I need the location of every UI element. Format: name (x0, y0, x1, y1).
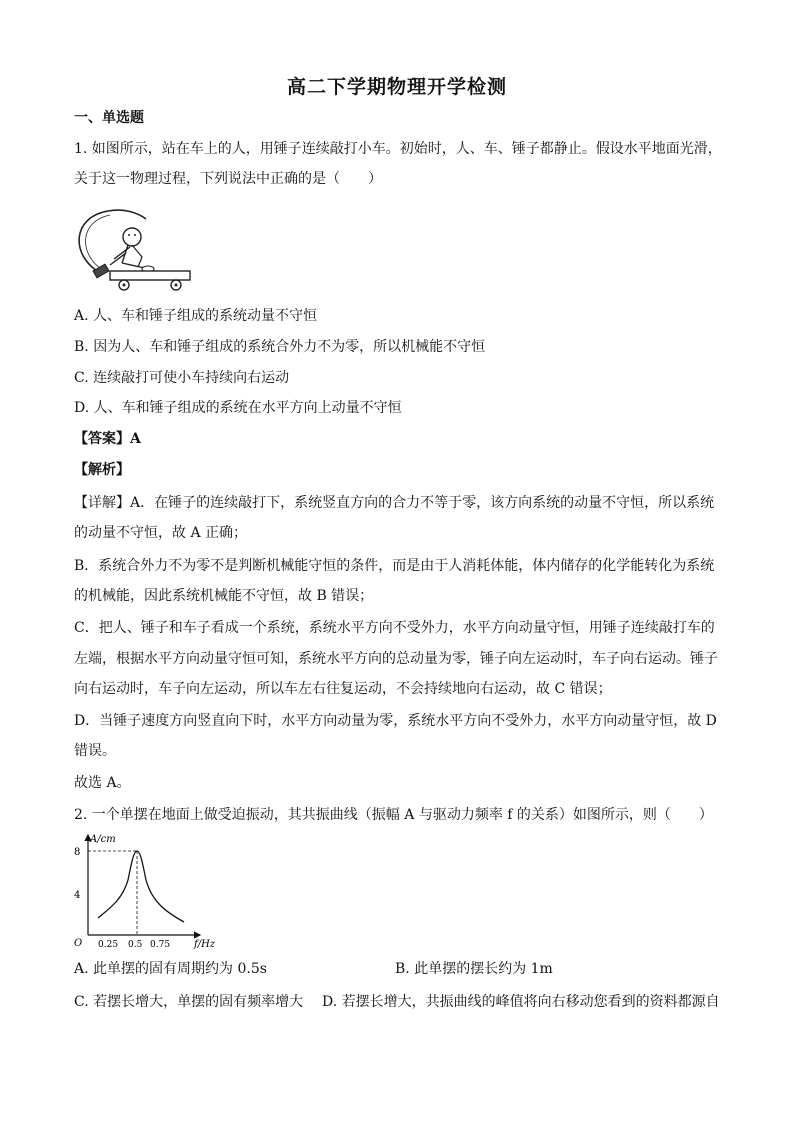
analysis-line: 故选 A。 (74, 775, 131, 791)
x-tick-label: 0.5 (128, 940, 143, 950)
x-tick-label: 0.25 (98, 940, 119, 950)
person-cart-hammer-figure (70, 205, 200, 295)
page-title: 高二下学期物理开学检测 (286, 76, 507, 98)
y-tick-label: 8 (74, 847, 81, 858)
q1-option-a: A. 人、车和锤子组成的系统动量不守恒 (74, 308, 318, 324)
analysis-line: 错误。 (74, 743, 116, 759)
analysis-line: B．系统合外力不为零不是判断机械能守恒的条件，而是由于人消耗体能，体内储存的化学能转化为系统 (74, 558, 715, 574)
analysis-line: 的动量不守恒，故 A 正确； (74, 525, 248, 541)
q2-option-b: B. 此单摆的摆长约为 1m (395, 961, 553, 977)
y-tick-label: 4 (74, 890, 81, 901)
q1-stem-line1: 1. 如图所示，站在车上的人，用锤子连续敲打小车。初始时，人、车、锤子都静止。假设水平地面光滑， (74, 141, 722, 157)
q2-option-a: A. 此单摆的固有周期约为 0.5s (74, 961, 267, 977)
analysis-line: D．当锤子速度方向竖直向下时，水平方向动量为零，系统水平方向不受外力，水平方向动量守恒，故 D (74, 713, 717, 729)
origin-label: O (74, 938, 83, 949)
analysis-line: 左端，根据水平方向动量守恒可知，系统水平方向的总动量为零，锤子向左运动时，车子向右运动。锤子 (74, 651, 718, 667)
section-heading: 一、单选题 (74, 110, 144, 126)
x-axis-label: f/Hz (194, 939, 216, 950)
analysis-line: 的机械能，因此系统机械能不守恒，故 B 错误； (74, 588, 374, 604)
q1-answer: 【答案】A (74, 431, 141, 447)
q2-stem: 2. 一个单摆在地面上做受迫振动，其共振曲线（振幅 A 与驱动力频率 f 的关系）如图所示，则（ ） (74, 807, 713, 823)
q1-stem-line2: 关于这一物理过程，下列说法中正确的是（ ） (74, 171, 382, 187)
q1-analysis-label: 【解析】 (74, 462, 130, 478)
analysis-line: 向右运动时，车子向左运动，所以车左右往复运动，不会持续地向右运动，故 C 错误； (74, 681, 612, 697)
x-tick-label: 0.75 (150, 940, 171, 950)
analysis-line: C．把人、锤子和车子看成一个系统，系统水平方向不受外力，水平方向动量守恒，用锤子连续敲打车的 (74, 620, 715, 636)
q1-option-c: C. 连续敲打可使小车持续向右运动 (74, 370, 290, 386)
analysis-line: 【详解】A．在锤子的连续敲打下，系统竖直方向的合力不等于零，该方向系统的动量不守恒，所以系统 (74, 495, 715, 511)
resonance-curve (98, 851, 184, 922)
q2-option-c: C. 若摆长增大，单摆的固有频率增大 (74, 994, 304, 1010)
q1-option-b: B. 因为人、车和锤子组成的系统合外力不为零，所以机械能不守恒 (74, 339, 486, 355)
y-axis-label: A/cm (90, 834, 116, 845)
q1-option-d: D. 人、车和锤子组成的系统在水平方向上动量不守恒 (74, 400, 402, 416)
q2-option-d: D. 若摆长增大，共振曲线的峰值将向右移动您看到的资料都源自 (322, 994, 720, 1010)
resonance-curve-graph (70, 830, 230, 950)
